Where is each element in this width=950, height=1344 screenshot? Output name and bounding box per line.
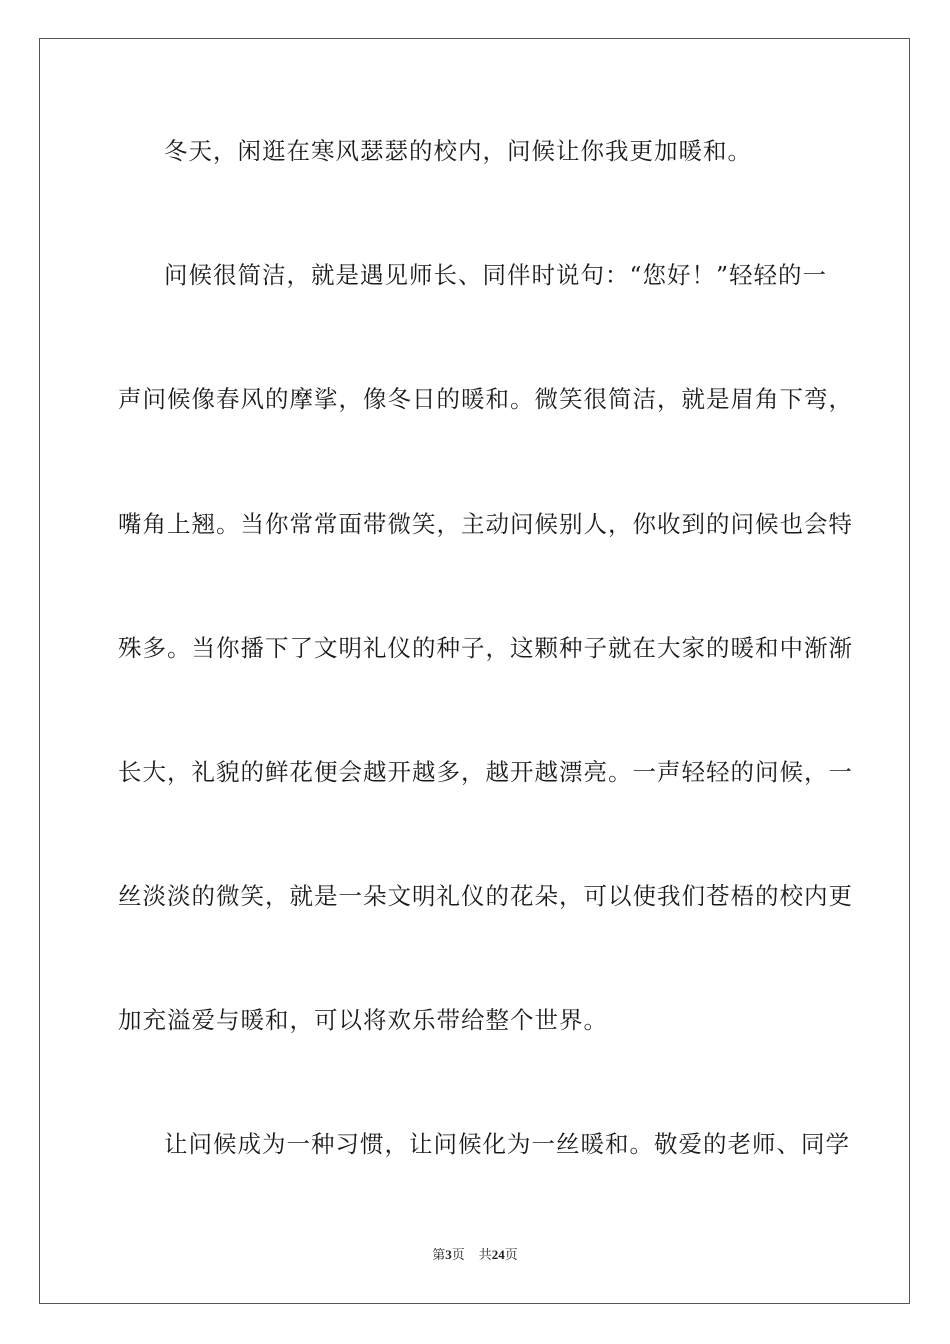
page-prefix: 第	[432, 1247, 446, 1262]
paragraph-line: 让问候成为一种习惯，让问候化为一丝暖和。敬爱的老师、同学	[164, 1130, 850, 1158]
paragraph-line: 声问候像春风的摩挲，像冬日的暖和。微笑很简洁，就是眉角下弯，	[118, 385, 853, 413]
page-number: 3	[445, 1247, 452, 1262]
paragraph-line: 丝淡淡的微笑，就是一朵文明礼仪的花朵，可以使我们苍梧的校内更	[118, 882, 853, 910]
paragraph-line: 冬天，闲逛在寒风瑟瑟的校内，问候让你我更加暖和。	[164, 137, 752, 165]
paragraph-line: 问候很简洁，就是遇见师长、同伴时说句：“您好！”轻轻的一	[164, 261, 828, 289]
paragraph-line: 长大，礼貌的鲜花便会越开越多，越开越漂亮。一声轻轻的问候，一	[118, 758, 853, 786]
paragraph-line: 加充溢爱与暖和，可以将欢乐带给整个世界。	[118, 1006, 608, 1034]
total-prefix: 共	[478, 1247, 492, 1262]
total-suffix: 页	[504, 1247, 518, 1262]
page-footer	[0, 1246, 950, 1264]
total-pages: 24	[491, 1247, 505, 1262]
paragraph-line: 嘴角上翘。当你常常面带微笑，主动问候别人，你收到的问候也会特	[118, 510, 853, 538]
page-suffix: 页	[451, 1247, 465, 1262]
page-border	[39, 38, 910, 1304]
paragraph-line: 殊多。当你播下了文明礼仪的种子，这颗种子就在大家的暖和中渐渐	[118, 634, 853, 662]
